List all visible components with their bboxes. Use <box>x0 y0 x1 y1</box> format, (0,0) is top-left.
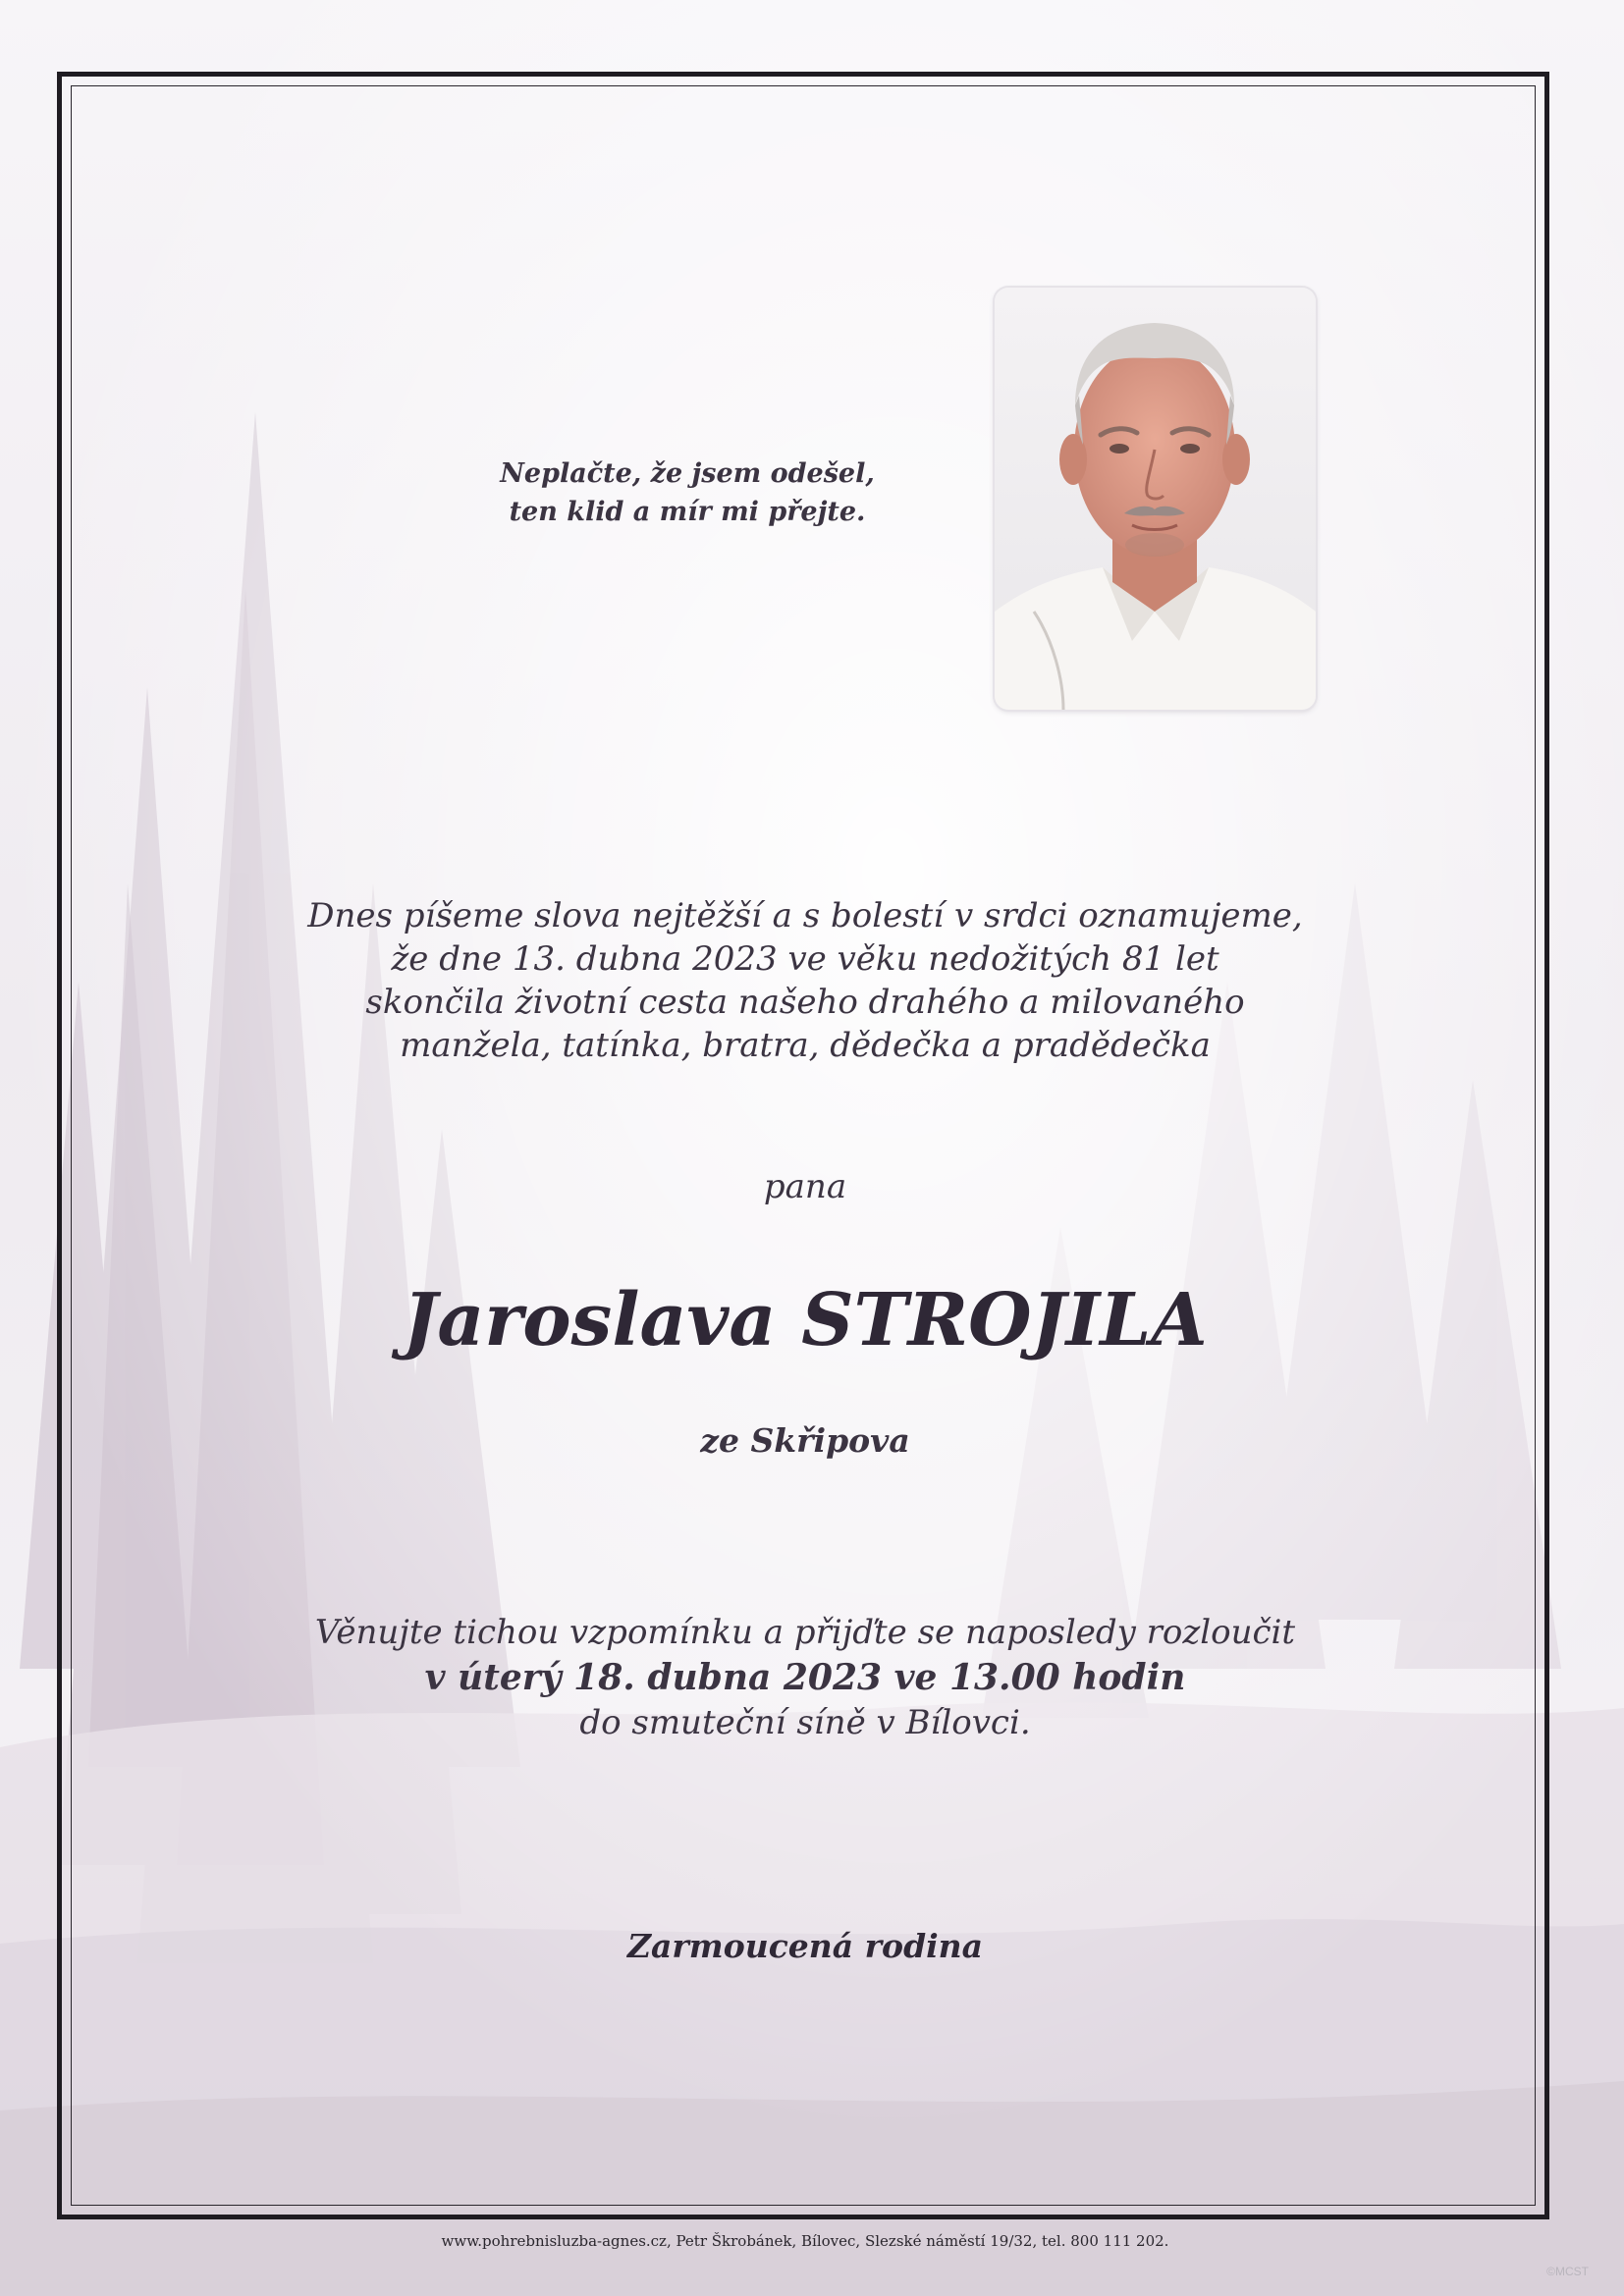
memorial-quote <box>432 454 943 531</box>
funeral-service-contact: www.pohrebnisluzba-agnes.cz, Petr Škrobánek, Bílovec, Slezské náměstí 19/32, tel. 800 111 202. <box>441 2232 1169 2250</box>
funeral-line-1: Věnujte tichou vzpomínku a přijďte se naposledy rozloučit <box>314 1613 1296 1652</box>
funeral-location: do smuteční síně v Bílovci. <box>579 1703 1031 1742</box>
quote-line-1: Neplačte, že jsem odešel, <box>500 458 875 489</box>
portrait-photo <box>995 288 1316 710</box>
deceased-name: Jaroslava STROJILA <box>403 1278 1208 1362</box>
deceased-origin: ze Skřipova <box>700 1421 910 1460</box>
announcement-line-4: manžela, tatínka, bratra, dědečka a pradědečka <box>400 1026 1211 1065</box>
announcement-line-2: že dne 13. dubna 2023 ve věku nedožitých 81 let <box>391 939 1219 979</box>
announcement-line-1: Dnes píšeme slova nejtěžší a s bolestí v srdci oznamujeme, <box>307 896 1303 935</box>
death-announcement <box>236 894 1375 1067</box>
family-signature: Zarmoucená rodina <box>626 1927 984 1965</box>
quote-line-2: ten klid a mír mi přejte. <box>509 497 866 527</box>
funeral-date-time: v úterý 18. dubna 2023 ve 13.00 hodin <box>424 1657 1186 1698</box>
announcement-line-3: skončila životní cesta našeho drahého a milovaného <box>365 983 1245 1022</box>
funeral-details <box>196 1610 1414 1745</box>
copyright-mark: ©MCST <box>1546 2265 1589 2278</box>
inner-frame <box>71 85 1536 2206</box>
honorific: pana <box>763 1167 847 1206</box>
